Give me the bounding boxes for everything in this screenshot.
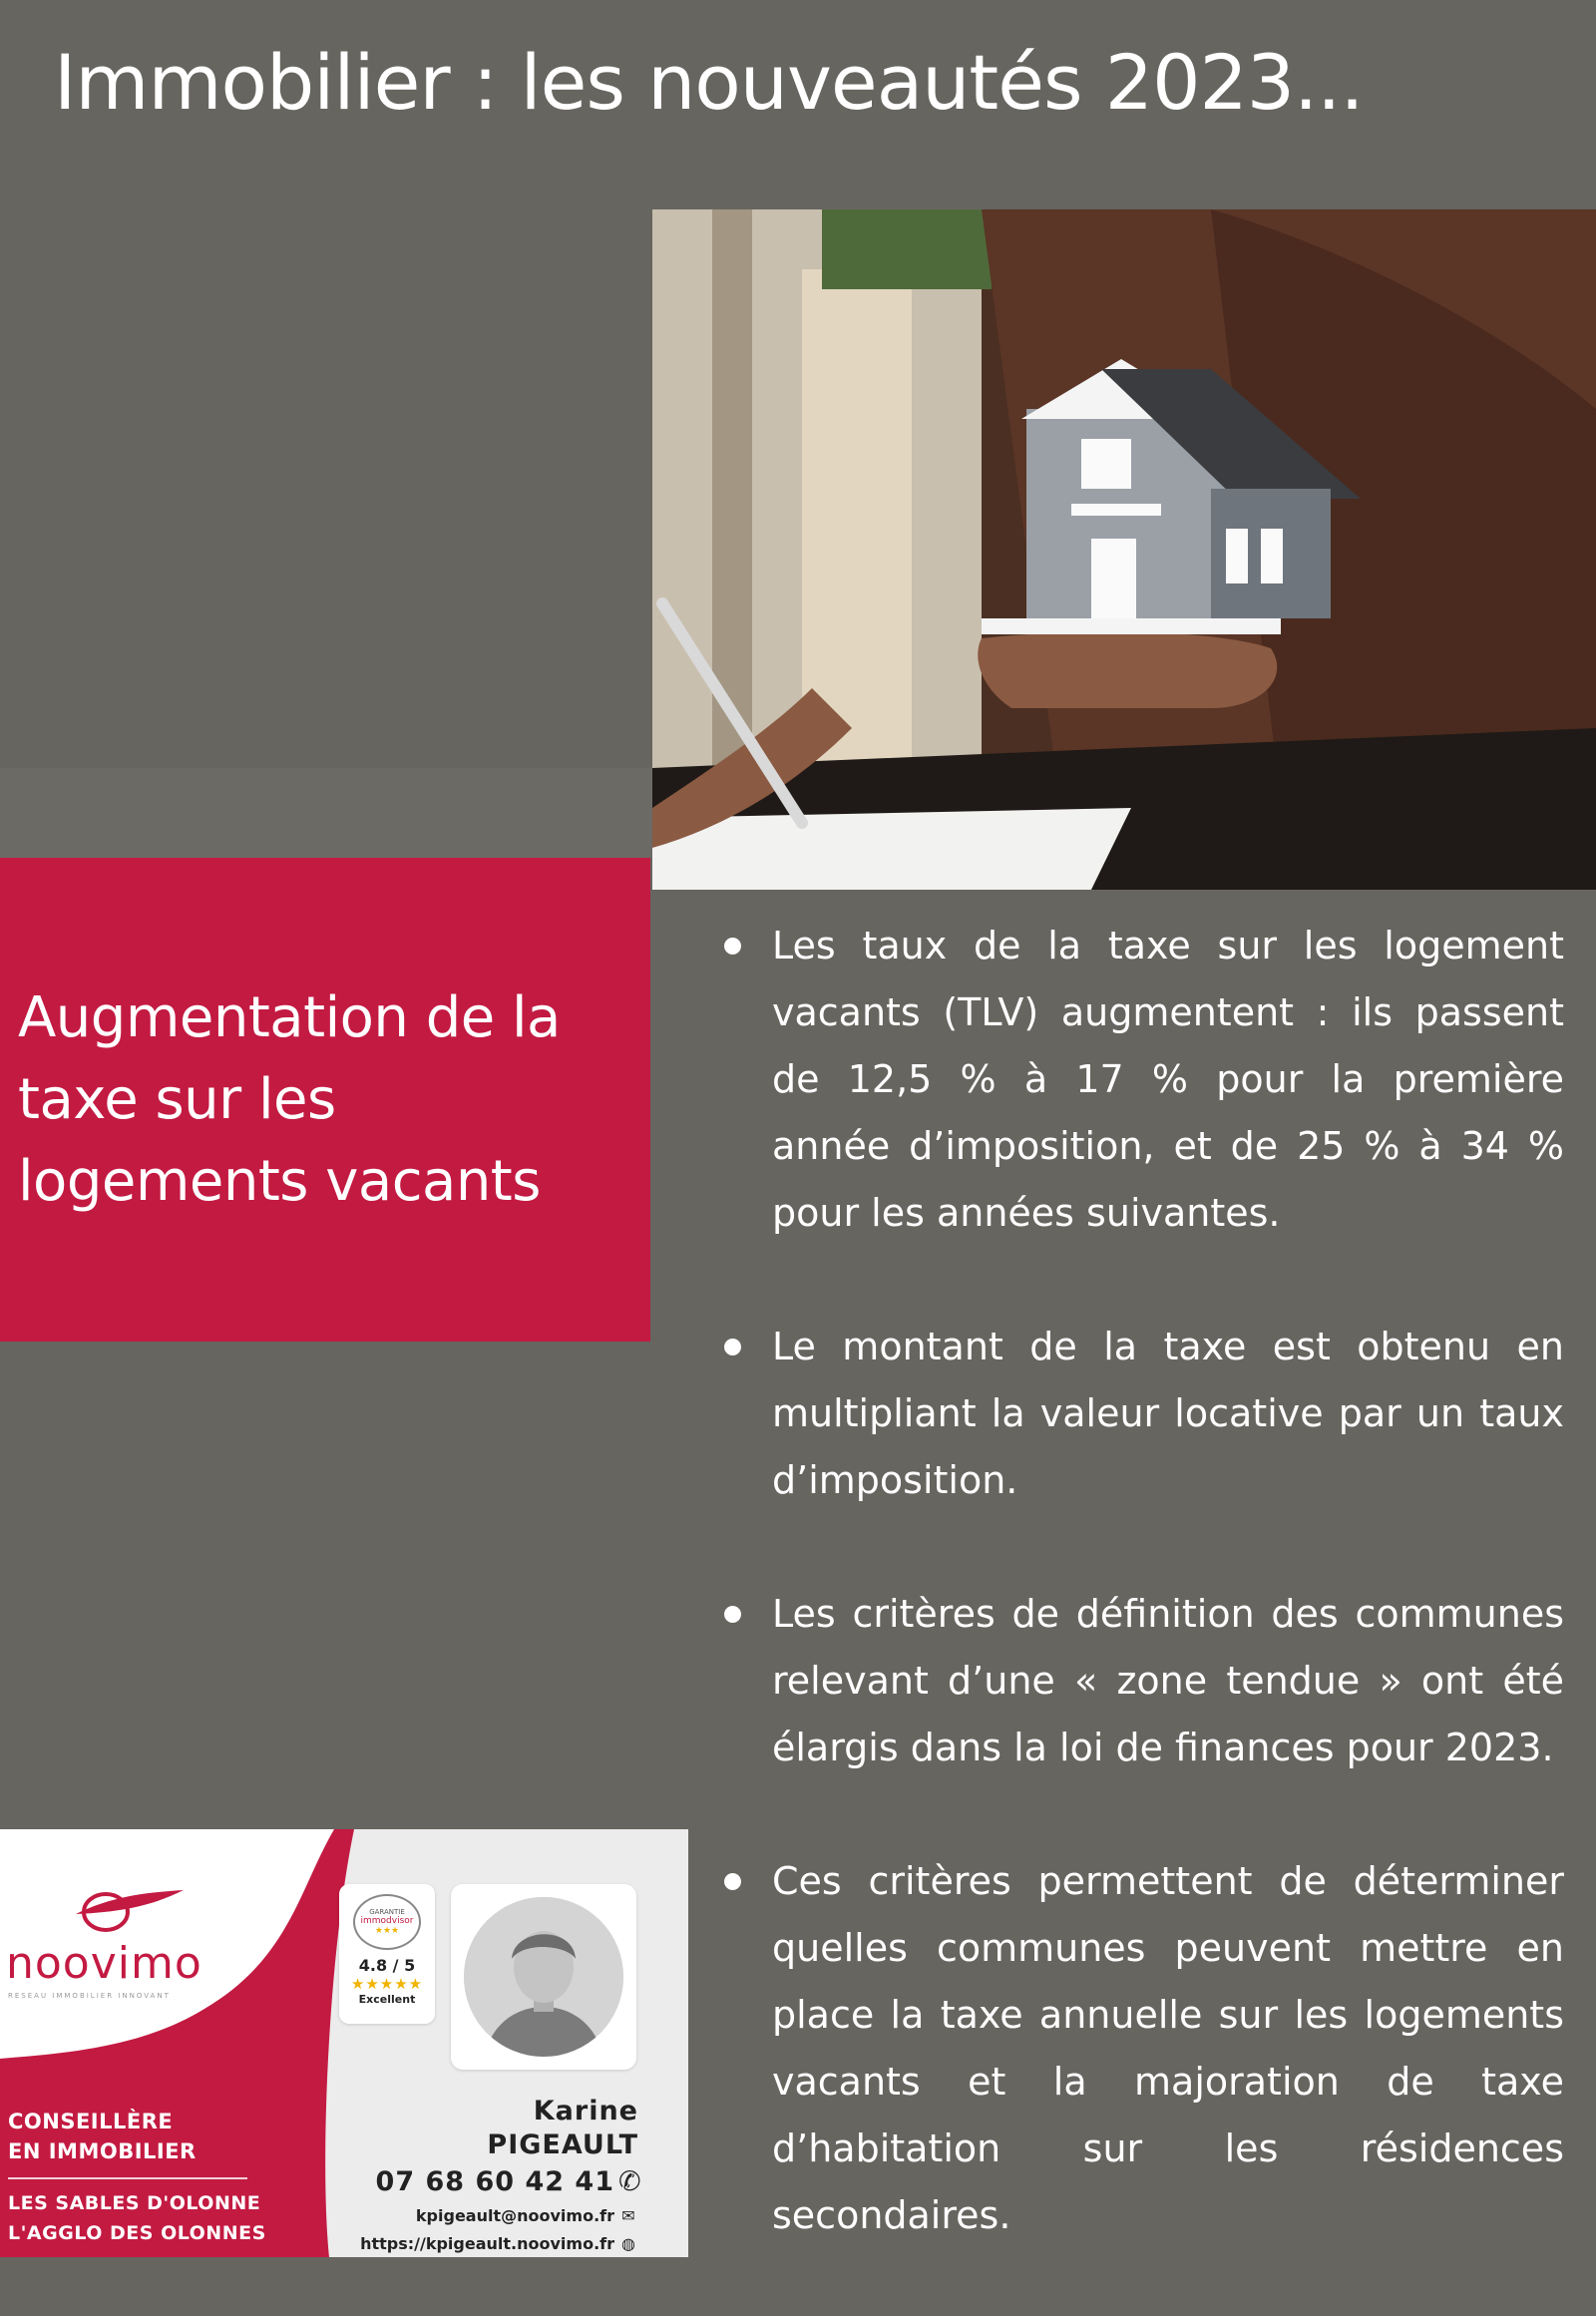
role-divider xyxy=(8,2177,247,2179)
logo-tagline: RESEAU IMMOBILIER INNOVANT xyxy=(8,1992,171,2000)
globe-icon: ◍ xyxy=(621,2234,635,2253)
agent-website[interactable]: https://kpigeault.noovimo.fr ◍ xyxy=(360,2230,638,2257)
rating-label: Excellent xyxy=(358,1993,416,2006)
bullet-text: Ces critères permettent de déterminer quelles communes peuvent mettre en place la taxe annuelle sur les logements vacants et la majoration de taxe d’habitation sur les résidences secondaires. xyxy=(772,1859,1564,2237)
agent-role: CONSEILLÈRE EN IMMOBILIER xyxy=(8,2110,197,2163)
bullet-dot-icon xyxy=(724,1606,741,1623)
agent-area: LES SABLES D'OLONNE L'AGGLO DES OLONNES xyxy=(8,2192,266,2244)
agent-contact xyxy=(360,2095,642,2257)
agent-business-card xyxy=(0,1829,688,2257)
bullet-item xyxy=(724,1848,1564,2249)
agent-portrait xyxy=(451,1884,636,2070)
bullet-item xyxy=(724,913,1564,1247)
bullet-list xyxy=(724,913,1564,2316)
logo-wordmark: noovimo xyxy=(6,1938,202,1989)
bullet-text: Le montant de la taxe est obtenu en multipliant la valeur locative par un taux d’imposition. xyxy=(772,1325,1564,1502)
background-band xyxy=(0,768,652,858)
immodvisor-seal-icon: GARANTIE immodvisor ★★★ xyxy=(353,1894,421,1950)
rating-score: 4.8 / 5 xyxy=(358,1956,416,1975)
bullet-text: Les critères de définition des communes relevant d’une « zone tendue » ont été élargis dans la loi de finances pour 2023. xyxy=(772,1592,1564,1769)
section-title: Augmentation de la taxe sur les logements vacants xyxy=(18,984,561,1214)
agent-email[interactable]: kpigeault@noovimo.fr ✉ xyxy=(360,2202,638,2230)
agent-last-name: PIGEAULT xyxy=(487,2129,638,2160)
house-model-photo xyxy=(652,209,1596,890)
agent-first-name: Karine xyxy=(533,2096,638,2126)
envelope-icon: ✉ xyxy=(621,2206,635,2225)
section-banner xyxy=(0,858,650,1342)
bullet-dot-icon xyxy=(724,1339,741,1355)
page-title: Immobilier : les nouveautés 2023... xyxy=(54,38,1364,127)
immodvisor-rating-badge[interactable] xyxy=(339,1884,435,2024)
bullet-text: Les taux de la taxe sur les logement vacants (TLV) augmentent : ils passent de 12,5 % à 17 % pour la première année d’imposition, et de 25 % à 34 % pour les années suivantes. xyxy=(772,924,1564,1235)
phone-icon: ✆ xyxy=(618,2166,642,2197)
bullet-item xyxy=(724,1581,1564,1781)
bullet-dot-icon xyxy=(724,1873,741,1890)
agent-phone[interactable]: 07 68 60 42 41 ✆ xyxy=(360,2162,638,2202)
bullet-dot-icon xyxy=(724,938,741,955)
rating-stars: ★★★★★ xyxy=(350,1975,424,1993)
bullet-item xyxy=(724,1314,1564,1514)
